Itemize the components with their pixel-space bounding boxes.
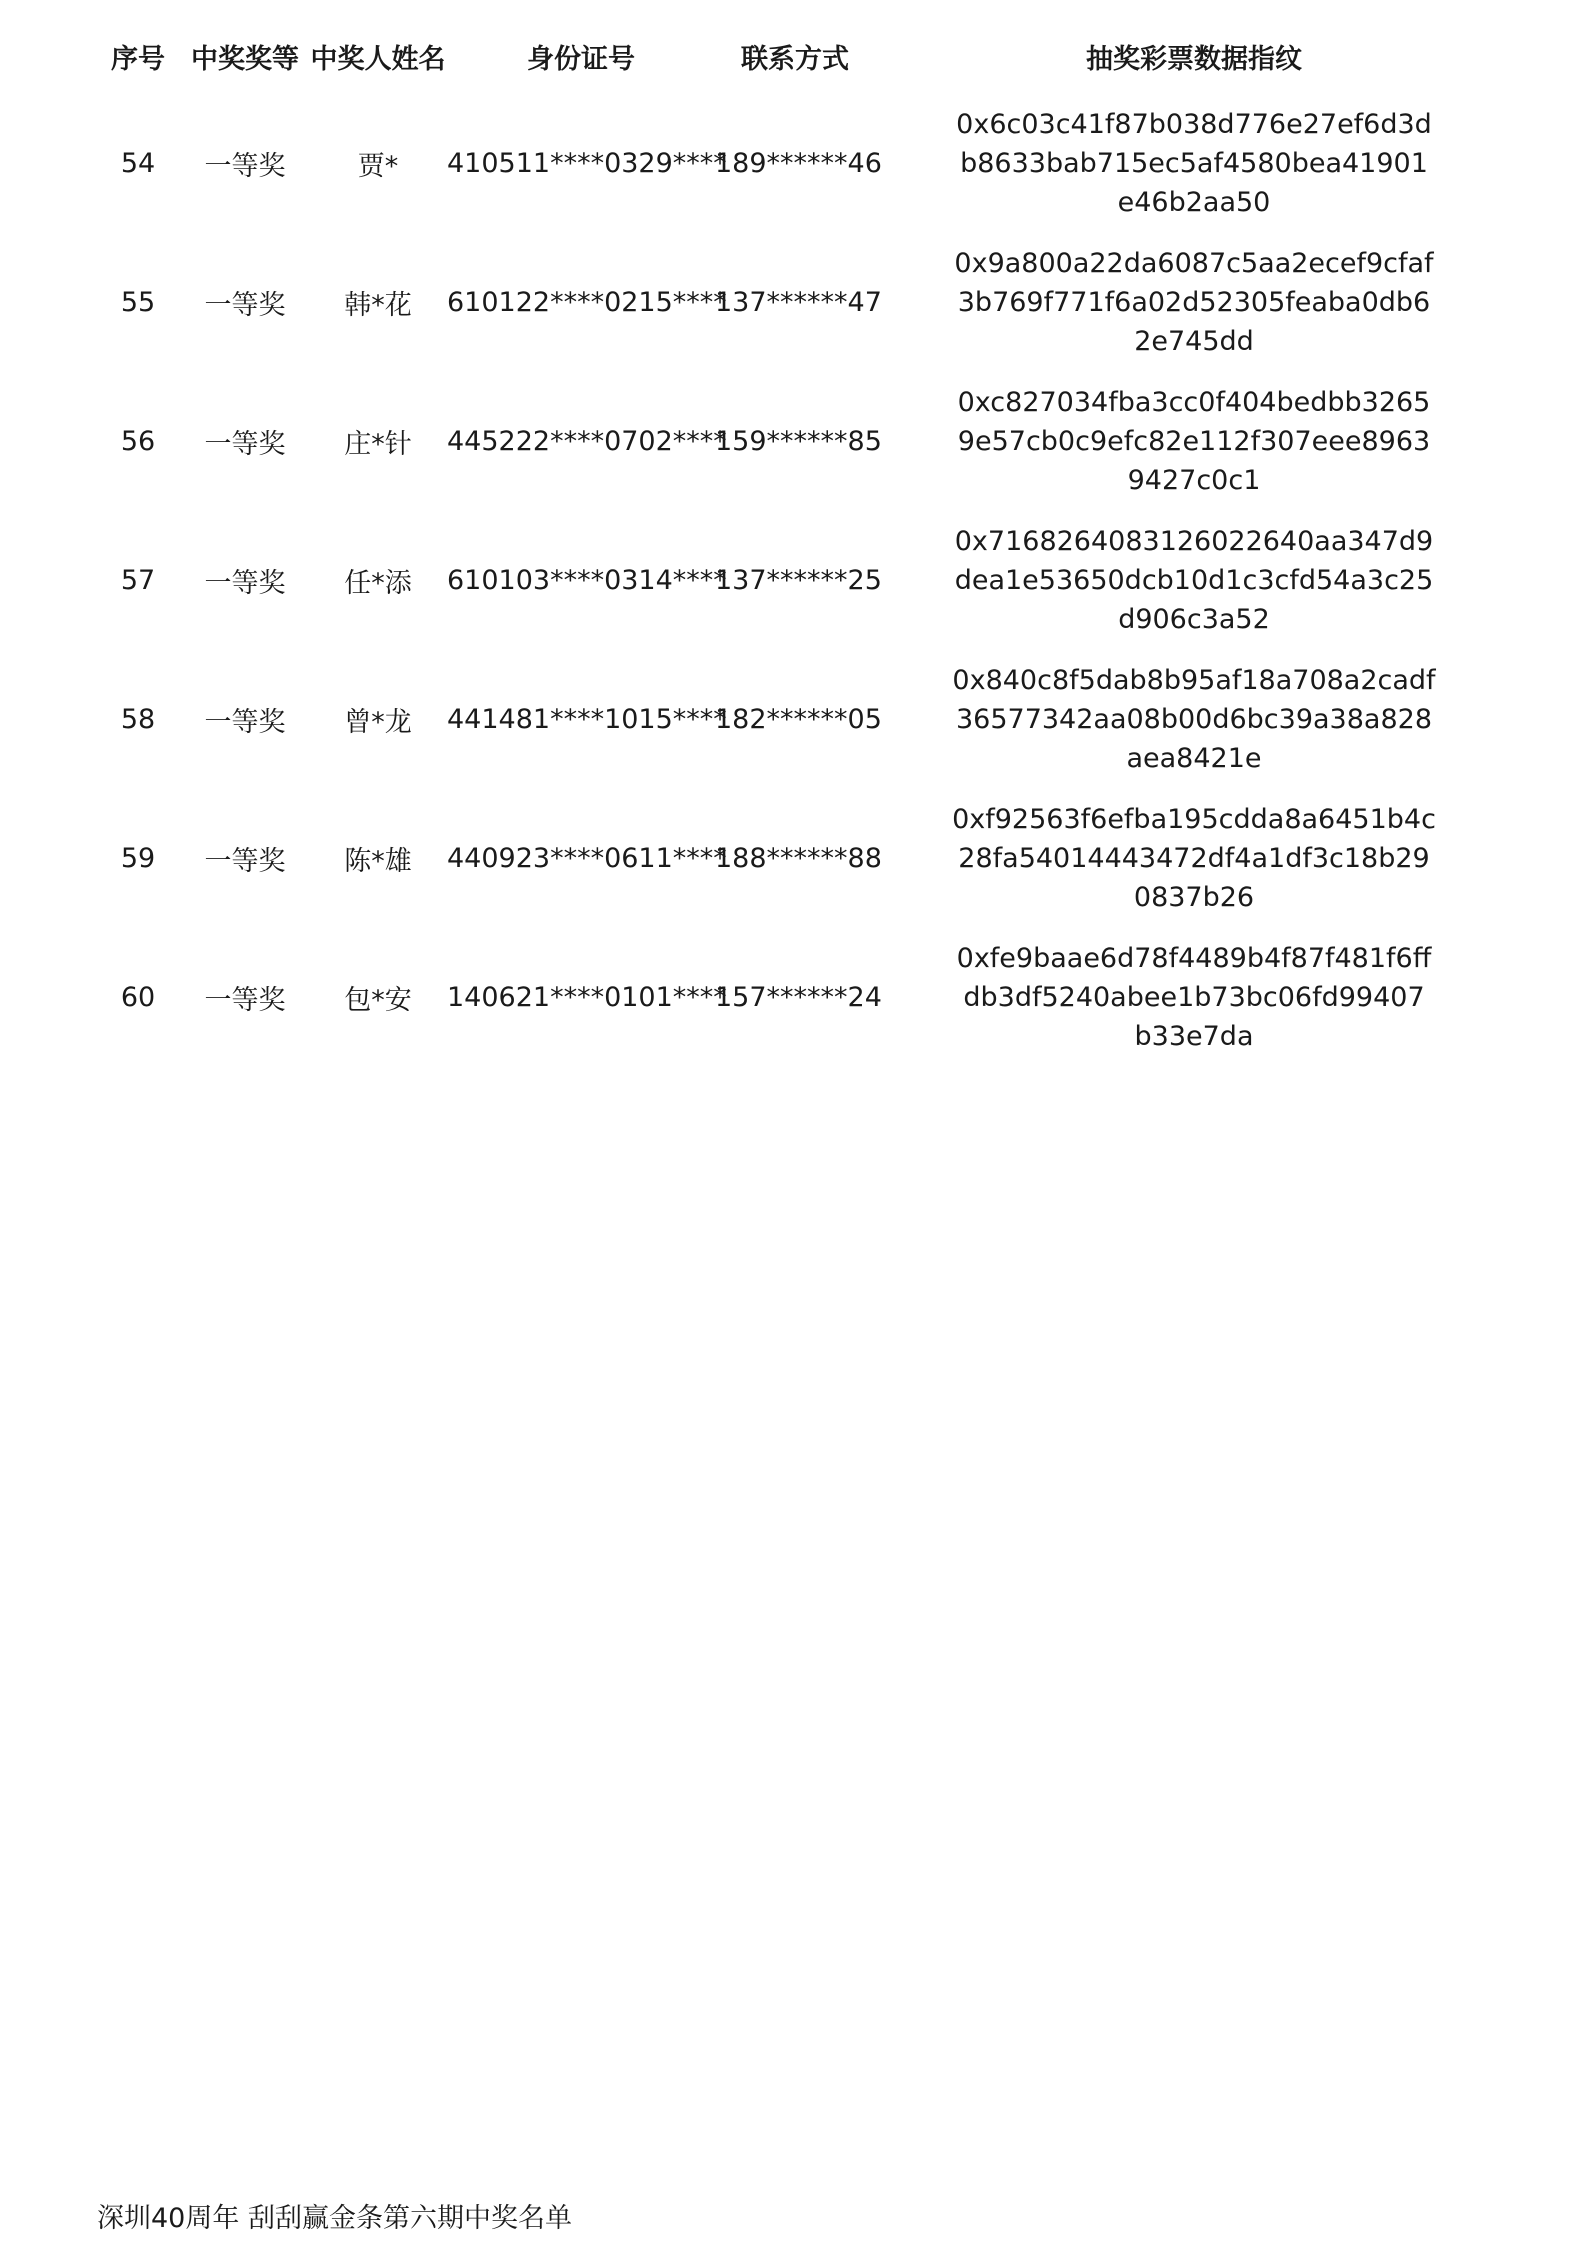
cell-prize-level: 一等奖 (204, 429, 286, 460)
table-row (95, 233, 1513, 372)
cell-seq: 58 (120, 704, 156, 735)
fingerprint-line: 0x7168264083126022640aa347d9 (954, 526, 1434, 557)
cell-id-number: 440923****0611**** (447, 843, 727, 874)
cell-ticket-fingerprint (875, 928, 1513, 1067)
cell-ticket-fingerprint (875, 511, 1513, 650)
fingerprint-line: 36577342aa08b00d6bc39a38a828 (955, 704, 1432, 735)
cell-prize-level: 一等奖 (204, 846, 286, 877)
winners-table (95, 18, 1513, 1067)
fingerprint-line: 9427c0c1 (1127, 465, 1261, 496)
fingerprint-line: 3b769f771f6a02d52305feaba0db6 (957, 287, 1431, 318)
cell-contact: 137******25 (715, 565, 882, 596)
cell-ticket-fingerprint (875, 789, 1513, 928)
cell-contact: 137******47 (715, 287, 882, 318)
cell-winner-name: 贾* (357, 151, 399, 182)
cell-id-number: 445222****0702**** (447, 426, 727, 457)
table-header-row (95, 18, 1513, 94)
cell-contact: 188******88 (715, 843, 882, 874)
cell-prize-level: 一等奖 (204, 568, 286, 599)
fingerprint-line: 0xf92563f6efba195cdda8a6451b4c (952, 804, 1436, 835)
cell-seq: 60 (120, 982, 156, 1013)
cell-prize-level: 一等奖 (204, 290, 286, 321)
header-seq: 序号 (111, 43, 165, 75)
fingerprint-line: 0xc827034fba3cc0f404bedbb3265 (957, 387, 1431, 418)
fingerprint-line: b33e7da (1134, 1021, 1254, 1052)
cell-ticket-fingerprint (875, 233, 1513, 372)
fingerprint-line: 0xfe9baae6d78f4489b4f87f481f6ff (956, 943, 1432, 974)
cell-winner-name: 曾*龙 (344, 707, 412, 738)
cell-winner-name: 任*添 (344, 568, 412, 599)
fingerprint-line: aea8421e (1126, 743, 1262, 774)
table-row (95, 789, 1513, 928)
cell-contact: 159******85 (715, 426, 882, 457)
fingerprint-line: b8633bab715ec5af4580bea41901 (960, 148, 1428, 179)
fingerprint-line: 0837b26 (1133, 882, 1255, 913)
cell-winner-name: 韩*花 (344, 290, 412, 321)
fingerprint-line: e46b2aa50 (1117, 187, 1271, 218)
table-row (95, 511, 1513, 650)
table-row (95, 928, 1513, 1067)
cell-id-number: 410511****0329**** (447, 148, 727, 179)
cell-contact: 189******46 (715, 148, 882, 179)
cell-winner-name: 庄*针 (344, 429, 412, 460)
cell-seq: 55 (120, 287, 156, 318)
cell-prize-level: 一等奖 (204, 985, 286, 1016)
cell-ticket-fingerprint (875, 650, 1513, 789)
fingerprint-line: 0x840c8f5dab8b95af18a708a2cadf (952, 665, 1436, 696)
cell-id-number: 610122****0215**** (447, 287, 727, 318)
table-row (95, 372, 1513, 511)
cell-prize-level: 一等奖 (204, 151, 286, 182)
cell-seq: 54 (120, 148, 156, 179)
cell-contact: 182******05 (715, 704, 882, 735)
cell-seq: 56 (120, 426, 156, 457)
fingerprint-line: db3df5240abee1b73bc06fd99407 (963, 982, 1425, 1013)
cell-seq: 59 (120, 843, 156, 874)
cell-id-number: 441481****1015**** (447, 704, 727, 735)
fingerprint-line: 0x9a800a22da6087c5aa2ecef9cfaf (954, 248, 1434, 279)
page-footer: 深圳40周年 刮刮赢金条第六期中奖名单 (97, 2203, 572, 2234)
fingerprint-line: 28fa54014443472df4a1df3c18b29 (958, 843, 1430, 874)
header-id-number: 身份证号 (527, 43, 635, 75)
cell-ticket-fingerprint (875, 94, 1513, 233)
cell-winner-name: 陈*雄 (344, 846, 412, 877)
cell-seq: 57 (120, 565, 156, 596)
cell-ticket-fingerprint (875, 372, 1513, 511)
table-row (95, 94, 1513, 233)
cell-id-number: 610103****0314**** (447, 565, 727, 596)
cell-contact: 157******24 (715, 982, 882, 1013)
table-row (95, 650, 1513, 789)
fingerprint-line: 2e745dd (1134, 326, 1254, 357)
header-ticket-fingerprint: 抽奖彩票数据指纹 (1086, 43, 1302, 75)
header-winner-name: 中奖人姓名 (310, 43, 446, 75)
header-contact: 联系方式 (741, 43, 849, 75)
cell-id-number: 140621****0101**** (447, 982, 727, 1013)
header-prize-level: 中奖奖等 (191, 43, 299, 75)
cell-prize-level: 一等奖 (204, 707, 286, 738)
fingerprint-line: d906c3a52 (1118, 604, 1270, 635)
fingerprint-line: 0x6c03c41f87b038d776e27ef6d3d (956, 109, 1432, 140)
fingerprint-line: dea1e53650dcb10d1c3cfd54a3c25 (954, 565, 1434, 596)
fingerprint-line: 9e57cb0c9efc82e112f307eee8963 (957, 426, 1431, 457)
cell-winner-name: 包*安 (344, 985, 412, 1016)
